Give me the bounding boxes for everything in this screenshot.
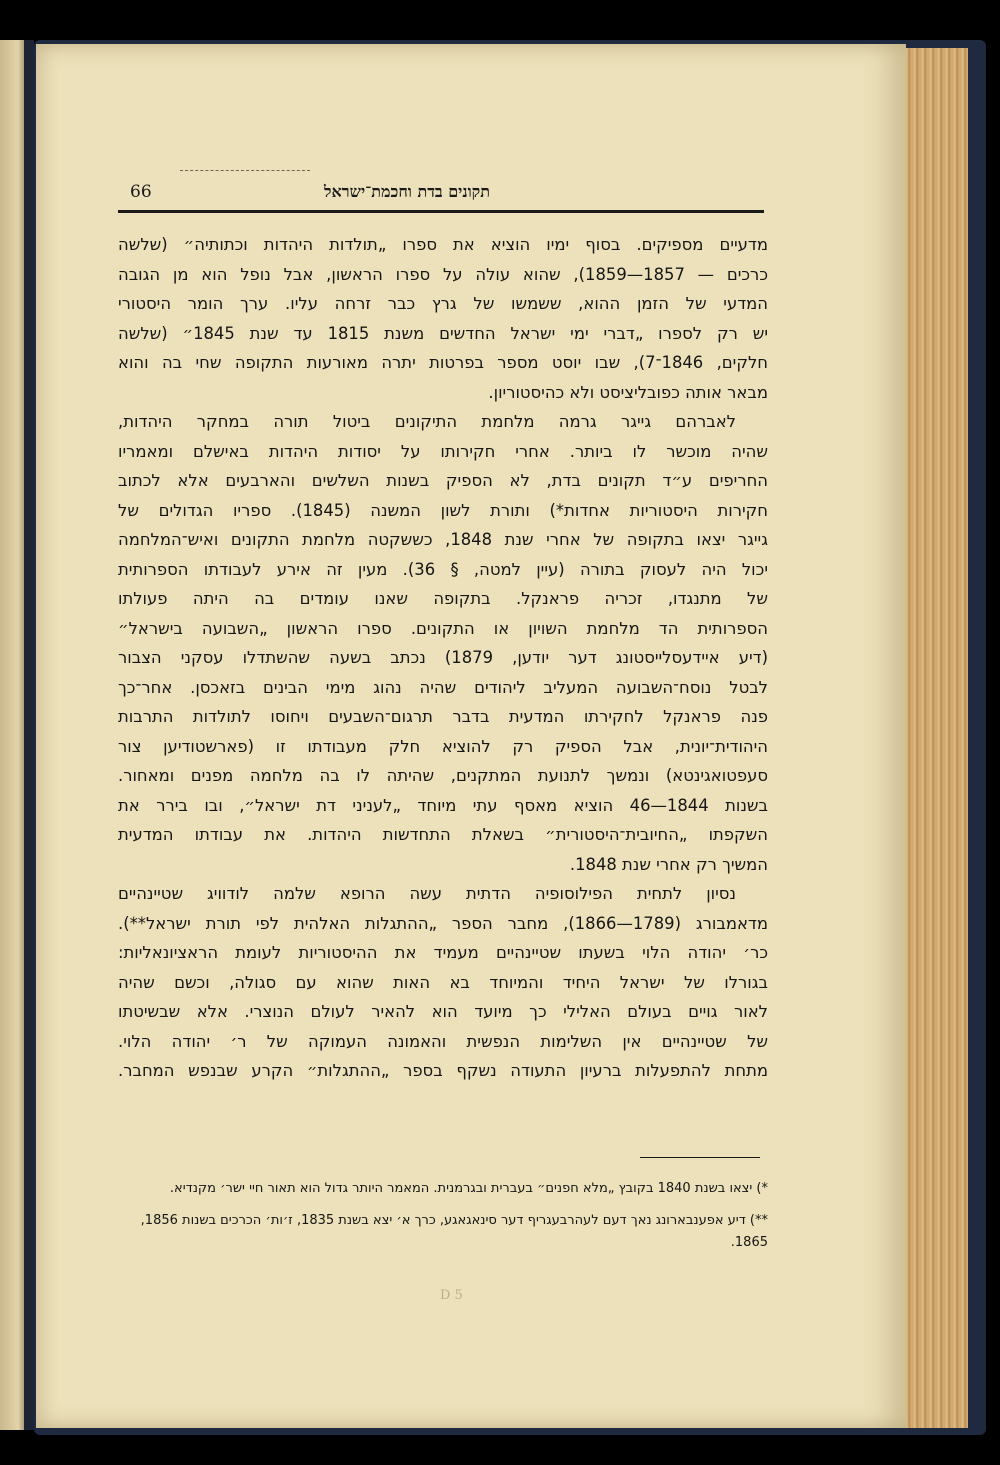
body-line: מדעיים מספיקים. בסוף ימיו הוציא את ספרו „תולדות היהדות וכתותיה״ (שלשה xyxy=(118,235,768,254)
body-line: חלקים, 1846־7), שבו יוסט מספר בפרטות יתרה מאורעות התקופה שחי בה והוא xyxy=(118,353,768,372)
footnotes xyxy=(118,1178,768,1264)
body-line: הספרותית הד מלחמת השויון או התקונים. ספרו הראשון „השבועה בישראל״ xyxy=(118,618,768,638)
body-line: בשנות 1844—46 הוציא מאסף עתי מיוחד „לעניני דת ישראל״, ובו בירר את xyxy=(118,795,768,815)
page-number: 66 xyxy=(130,182,152,202)
body-line: גייגר יצאו בתקופה של אחרי שנת 1848, כששקטה מלחמת התקונים ואיש־המלחמה xyxy=(118,530,768,549)
page-header xyxy=(120,182,760,212)
body-line: (דיע איידעסלייסטונג דער יודען, 1879) נכתב בשעה שהשתדלו עסקני הצבור xyxy=(118,648,768,667)
body-line: חקירות היסטוריות אחדות*) ותורת לשון המשנה (1845). ספריו הגדולים של xyxy=(118,500,768,520)
body-line: המשיך רק אחרי שנת 1848. xyxy=(569,854,768,874)
running-title: תקונים בדת וחכמת־ישראל xyxy=(324,182,490,201)
body-line: של שטיינהיים אין השלימות הנפשית והאמונה העמוקה של ר׳ יהודה הלוי. xyxy=(118,1031,768,1051)
body-line: המדעי של הזמן ההוא, ששמשו של גרץ כבר זרחה עליו. ערך הומר היסטורי xyxy=(118,294,768,313)
body-line: יש רק לספרו „דברי ימי ישראל החדשים משנת 1815 עד שנת 1845״ (שלשה xyxy=(118,323,768,343)
header-rule xyxy=(118,210,764,213)
facing-page-edge xyxy=(0,40,26,1430)
body-line: מבאר אותה כפובליציסט ולא כהיסטוריון. xyxy=(488,382,768,402)
body-line: נסיון לתחית הפילוסופיה הדתית עשה הרופא שלמה לודוויג שטיינהיים xyxy=(118,884,736,903)
body-line: לאור גויים בעולם האלילי כך מיועד הוא להאיר לעולם הנוצרי. אלא שבשיטתו xyxy=(118,1002,768,1021)
printer-signature: D 5 xyxy=(440,1288,463,1303)
body-line: בגורלו של ישראל היחיד והמיוחד בא האות שהוא עם סגולה, וכשם שהיה xyxy=(118,972,768,992)
body-line: היהודית־יונית, אבל הספיק רק להוציא חלק מעבודתו זו (פארשטודיען צור xyxy=(118,736,768,756)
body-line: יכול היה לעסוק בתורה (עיין למטה, § 36). מעין זה אירע לעבודתו הספרותית xyxy=(118,559,768,579)
body-line: פנה פראנקל לחקירתו המדעית בדבר תרגום־השבעים ויחוסו לתולדות התרבות xyxy=(118,707,768,726)
body-text xyxy=(118,230,768,1086)
left-cover-edge xyxy=(24,40,34,1430)
body-line: לאברהם גייגר גרמה מלחמת התיקונים ביטול תורה במחקר היהדות, xyxy=(118,412,736,431)
body-line: השקפתו „החיובית־היסטורית״ בשאלת התחדשות היהדות. את עבודתו המדעית xyxy=(118,825,768,844)
body-line: מדאמבורג (1789—1866), מחבר הספר „ההתגלות האלהית לפי תורת ישראל**). xyxy=(118,913,768,933)
body-line: שהיה מוכשר לו ביותר. אחרי חקירותו על יסודות היהדות באישלם ומאמריו xyxy=(118,441,768,461)
body-line: כר׳ יהודה הלוי בשעתו שטיינהיים מעמיד את ההיסטוריות לעומת הראציונאליות: xyxy=(118,943,768,962)
body-line: של מתנגדו, זכריה פראנקל. בתקופה שאנו עומדים בה היתה פעולתו xyxy=(118,589,768,608)
body-line: החריפים ע״ד תקונים בדת, לא הספיק בשנות השלשים והארבעים אלא לכתוב xyxy=(118,471,768,490)
footnote: **) דיע אפענבארונג נאך דעם לעהרבעגריף דער סינאגאגע, כרך א׳ יצא בשנת 1835, ז׳ות׳ הכרכים בשנות 1856, 1865. xyxy=(140,1213,768,1250)
body-line: לבטל נוסח־השבועה המעליב ליהודים שהיה נהוג מימי הבינים בזאכסן. אחר־כך xyxy=(118,677,768,697)
pencil-mark xyxy=(180,170,310,172)
body-line: כרכים — 1857—1859), שהוא עולה על ספרו הראשון, אבל נופל הוא מן הגובה xyxy=(118,264,768,284)
body-line: מתחת להתפעלות ברעיון התעודה נשקף בספר „ההתגלות״ הקרע שבנפש המחבר. xyxy=(118,1061,768,1080)
page-edges xyxy=(896,48,968,1428)
footnote-rule xyxy=(640,1157,760,1158)
body-line: סעפטואגינטא) ונמשך לתנועת המתקנים, שהיתה לו בה מלחמה מפנים ומאחור. xyxy=(118,766,768,785)
footnote: *) יצאו בשנת 1840 בקובץ „מלא חפנים״ בעברית ובגרמנית. המאמר היותר גדול הוא תאור חיי ישר׳ מקנדיא. xyxy=(169,1181,768,1196)
